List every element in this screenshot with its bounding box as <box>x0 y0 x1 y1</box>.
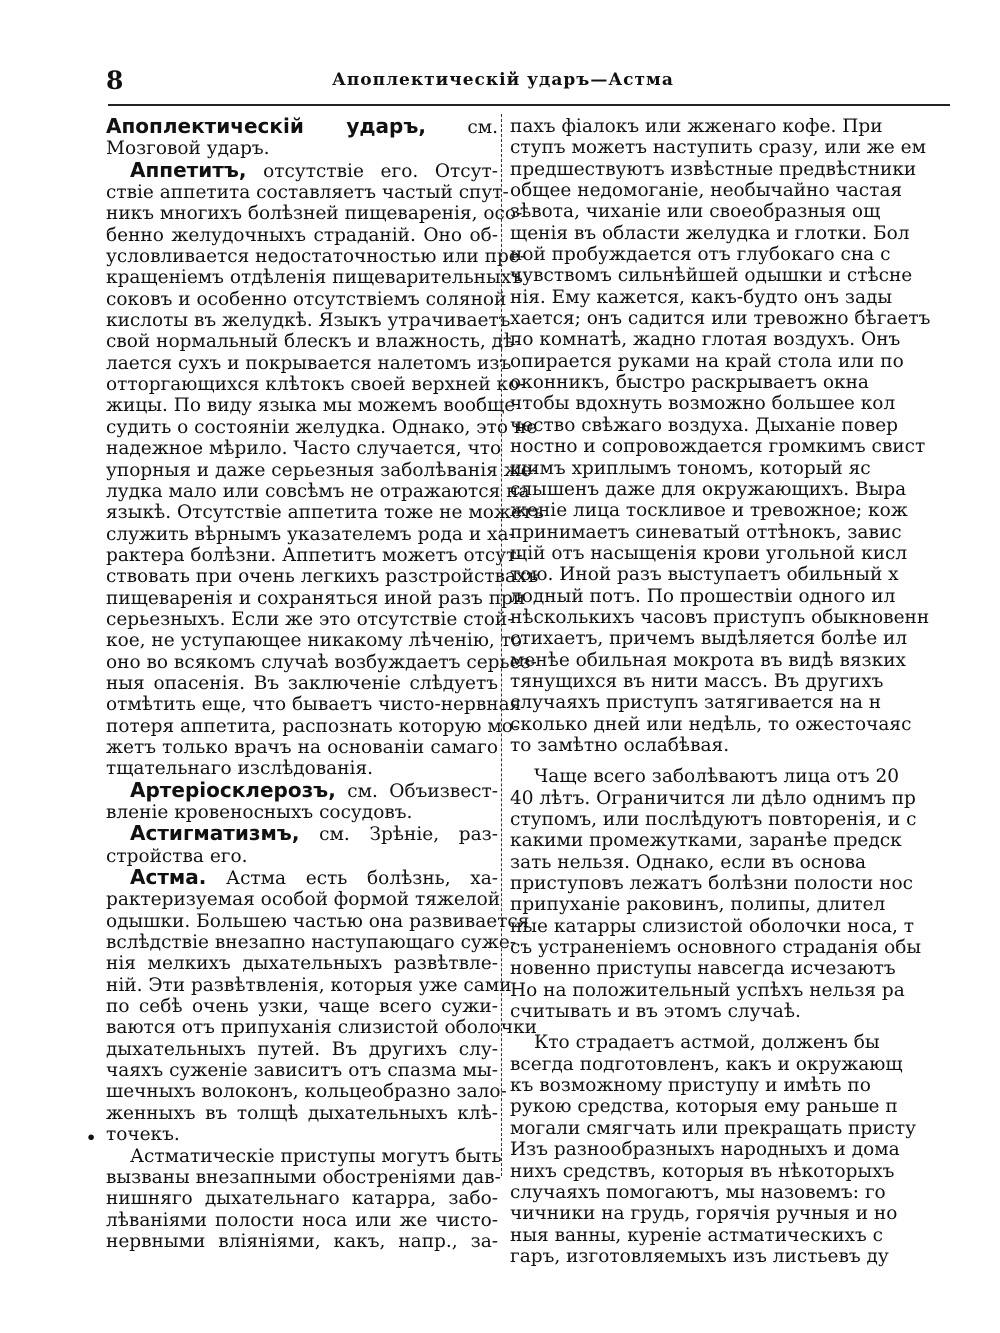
entry-line <box>106 157 498 182</box>
text-line: съ устраненіемъ основного страданія обы <box>510 937 922 959</box>
text-line: нія. Ему кажется, какъ-будто онъ зады <box>510 286 893 308</box>
text-line: нѣсколькихъ часовъ приступъ обыкновенн <box>510 606 930 628</box>
page-number: 8 <box>106 66 124 95</box>
text-line: случаяхъ помогаютъ, мы назовемъ: го <box>510 1181 886 1203</box>
text-line: дыхательныхъ путей. Въ другихъ слу- <box>106 1038 498 1060</box>
text-line: ной пробуждается отъ глубокаго сна с <box>510 244 891 266</box>
text-line: вленіе кровеносныхъ сосудовъ. <box>106 802 413 823</box>
text-line: предшествуютъ извѣстные предвѣстники <box>510 158 917 180</box>
headword: Астигматизмъ, <box>130 821 300 846</box>
text-line: тою. Иной разъ выступаетъ обильный х <box>510 564 899 586</box>
text-line: ній. Эти развѣтвленія, которыя уже сами <box>106 974 512 996</box>
headword: Аппетитъ, <box>130 157 247 182</box>
text-line: сколько дней или недѣль, то ожесточаяс <box>510 713 912 735</box>
text-line: чаяхъ суженіе зависитъ отъ спазма мы- <box>106 1060 498 1082</box>
text-line: жицы. По виду языка мы можемъ вообще <box>106 395 516 417</box>
text-line: щенія въ области желудка и глотки. Бол <box>510 222 910 244</box>
text-line: 40 лѣтъ. Ограничится ли дѣло однимъ пр <box>510 787 916 809</box>
entry-text: отсутствіе его. Отсут- <box>246 160 498 182</box>
text-line: то замѣтно ослабѣвая. <box>510 734 730 756</box>
entry-text: Астма есть болѣзнь, ха- <box>206 868 498 890</box>
text-line: ступомъ, или послѣдуютъ повторенія, и с <box>510 809 917 830</box>
text-line: женіе лица тоскливое и тревожное; кож <box>510 500 908 522</box>
entry-line <box>106 116 498 138</box>
text-line: ствіе аппетита составляетъ частый спут- <box>106 182 509 204</box>
paragraph-gap <box>510 756 950 766</box>
header-rule <box>108 104 950 106</box>
text-line: кислоты въ желудкѣ. Языкъ утрачиваетъ <box>106 310 511 332</box>
text-line: одышки. Большею частью она развивается <box>106 910 530 932</box>
entry-text: см. Объизвест- <box>335 780 498 802</box>
running-head: Апоплектическій ударъ—Астма <box>332 70 674 90</box>
text-line: опирается руками на край стола или по <box>510 350 904 372</box>
text-line: зать нельзя. Однако, если въ основа <box>510 851 867 873</box>
text-line: шечныхъ волоконъ, кольцеобразно зало- <box>106 1081 507 1103</box>
text-line: припуханіе раковинъ, полипы, длител <box>510 894 886 916</box>
text-line: Но на положительный успѣхъ нельзя ра <box>510 979 905 1001</box>
text-line: отмѣтить еще, что бываетъ чисто-нервная <box>106 694 522 716</box>
paragraph-gap <box>510 1022 950 1032</box>
text-line: Чаще всего заболѣваютъ лица отъ 20 <box>534 766 899 788</box>
text-line: точекъ. <box>106 1124 180 1146</box>
text-line: служить вѣрнымъ указателемъ рода и ха- <box>106 523 515 545</box>
text-line: серьезныхъ. Если же это отсутствіе стой- <box>106 608 514 630</box>
text-line: чтобы вдохнуть возможно большее кол <box>510 393 896 415</box>
text-line: нервными вліяніями, какъ, напр., за- <box>106 1230 498 1252</box>
text-line: судить о состояніи желудка. Однако, это не <box>106 416 538 438</box>
text-line: могали смягчать или прекращать присту <box>510 1117 917 1139</box>
text-line: языкѣ. Отсутствіе аппетита тоже не можетъ <box>106 502 544 524</box>
text-line: случаяхъ приступъ затягивается на н <box>510 692 882 714</box>
text-line: Астматическіе приступы могутъ быть <box>130 1145 502 1167</box>
text-line: менѣе обильная мокрота въ видѣ вязких <box>510 649 906 671</box>
text-line: чество свѣжаго воздуха. Дыханіе повер <box>510 414 899 436</box>
text-line: кращеніемъ отдѣленія пищеварительныхъ <box>106 267 523 289</box>
headword: Апоплектическій ударъ, <box>106 114 426 138</box>
text-line: зѣвота, чиханіе или своеобразныя ощ <box>510 201 881 223</box>
text-line: тянущихся въ нити массъ. Въ другихъ <box>510 670 884 692</box>
text-line: рактеризуемая особой формой тяжелой <box>106 889 501 911</box>
text-line: хается; онъ садится или тревожно бѣгаетъ <box>510 308 931 330</box>
entry-line <box>106 777 498 802</box>
text-line: гаръ, изготовляемыхъ изъ листьевъ ду <box>510 1245 889 1267</box>
text-line: чувствомъ сильнѣйшей одышки и стѣсне <box>510 265 913 287</box>
left-column <box>106 114 544 1252</box>
text-line: соковъ и особенно отсутствіемъ соляной <box>106 288 507 310</box>
text-line: къ возможному приступу и имѣть по <box>510 1075 871 1097</box>
text-line: рукою средства, которыя ему раньше п <box>510 1096 898 1118</box>
text-line: стройства его. <box>106 845 248 867</box>
text-line: пахъ фіалокъ или жженаго кофе. При <box>510 116 883 137</box>
text-line: лается сухъ и покрывается налетомъ изъ <box>106 352 512 374</box>
text-line: вызваны внезапными обостреніями дав- <box>106 1166 501 1188</box>
text-line: нія мелкихъ дыхательныхъ развѣтвле- <box>106 953 498 975</box>
headword: Астма. <box>130 865 207 890</box>
text-line: пищеваренія и сохраняться иной разъ при <box>106 587 526 609</box>
text-line: по комнатѣ, жадно глотая воздухъ. Онъ <box>510 329 901 351</box>
text-line: Кто страдаетъ астмой, долженъ бы <box>534 1032 880 1054</box>
headword: Артеріосклерозъ, <box>130 777 336 802</box>
text-line: ствовать при очень легкихъ разстройствахъ <box>106 566 539 588</box>
text-line: условливается недостаточностью или пре- <box>106 246 526 268</box>
text-line: ступъ можетъ наступить сразу, или же ем <box>510 137 926 159</box>
text-line: чичники на грудь, горячія ручныя и но <box>510 1203 898 1225</box>
text-line: свой нормальный блескъ и влажность, дѣ- <box>106 331 521 353</box>
text-line: лудка мало или совсѣмъ не отражаются на <box>106 480 530 502</box>
text-line: надежное мѣрило. Часто случается, что <box>106 438 502 460</box>
text-line: кое, не уступающее никакому лѣченію, то <box>106 630 523 652</box>
margin-mark: • <box>86 1128 97 1147</box>
text-line: бенно желудочныхъ страданій. Оно об- <box>106 224 498 246</box>
text-line: никъ многихъ болѣзней пищеваренія, осо- <box>106 203 523 225</box>
text-line: стихаетъ, причемъ выдѣляется болѣе ил <box>510 628 908 650</box>
text-line: жетъ только врачъ на основаніи самаго <box>106 736 498 758</box>
column-divider <box>501 114 502 1176</box>
text-line: тщательнаго изслѣдованія. <box>106 758 374 780</box>
text-line: принимаетъ синеватый оттѣнокъ, завис <box>510 521 902 543</box>
text-line: вслѣдствіе внезапно наступающаго суже- <box>106 932 517 954</box>
text-line: ныя ванны, куреніе астматическихъ с <box>510 1224 883 1246</box>
text-line: лодный потъ. По прошествіи одного ил <box>510 585 896 607</box>
right-column <box>510 116 950 1267</box>
entry-text: см. <box>425 117 499 138</box>
text-line: Изъ разнообразныхъ народныхъ и дома <box>510 1139 900 1161</box>
text-line: потеря аппетита, распознать которую мо- <box>106 715 520 737</box>
text-line: ваются отъ припуханія слизистой оболочки <box>106 1017 537 1039</box>
text-line: упорныя и даже серьезныя заболѣванія же- <box>106 459 538 481</box>
text-line: лѣваніями полости носа или же чисто- <box>106 1209 498 1231</box>
text-line: ностно и сопровождается громкимъ свист <box>510 436 926 458</box>
text-line: всегда подготовленъ, какъ и окружающ <box>510 1053 903 1075</box>
text-line: рактера болѣзни. Аппетитъ можетъ отсут- <box>106 544 523 566</box>
text-line: оконникъ, быстро раскрываетъ окна <box>510 372 869 394</box>
text-line: общее недомоганіе, необычайно частая <box>510 180 903 202</box>
text-line: считывать и въ этомъ случаѣ. <box>510 1001 801 1023</box>
text-line: оно во всякомъ случаѣ возбуждаетъ серьез- <box>106 651 537 673</box>
text-line: приступовъ лежатъ болѣзни полости нос <box>510 873 913 895</box>
text-line: новенно приступы навсегда исчезаютъ <box>510 958 896 980</box>
text-line: слышенъ даже для окружающихъ. Выра <box>510 478 907 500</box>
text-line: нихъ средствъ, которыя въ нѣкоторыхъ <box>510 1160 895 1182</box>
text-line: женныхъ въ толщѣ дыхательныхъ клѣ- <box>106 1102 498 1124</box>
entry-text: см. Зрѣніе, раз- <box>299 824 498 846</box>
text-line: какими промежутками, заранѣе предск <box>510 830 902 852</box>
text-line: ные катарры слизистой оболочки носа, т <box>510 915 915 937</box>
text-line: отторгающихся клѣтокъ своей верхней ко- <box>106 374 526 396</box>
text-line: ныя опасенія. Въ заключеніе слѣдуетъ <box>106 672 498 694</box>
text-line: по себѣ очень узки, чаще всего сужи- <box>106 996 498 1018</box>
entry-line <box>106 823 498 845</box>
text-line: нишняго дыхательнаго катарра, забо- <box>106 1188 498 1210</box>
text-line: Мозговой ударъ. <box>106 138 270 160</box>
text-line: щимъ хриплымъ тономъ, который яс <box>510 457 871 479</box>
text-line: щій отъ насыщенія крови угольной кисл <box>510 542 908 564</box>
entry-line <box>106 867 498 889</box>
